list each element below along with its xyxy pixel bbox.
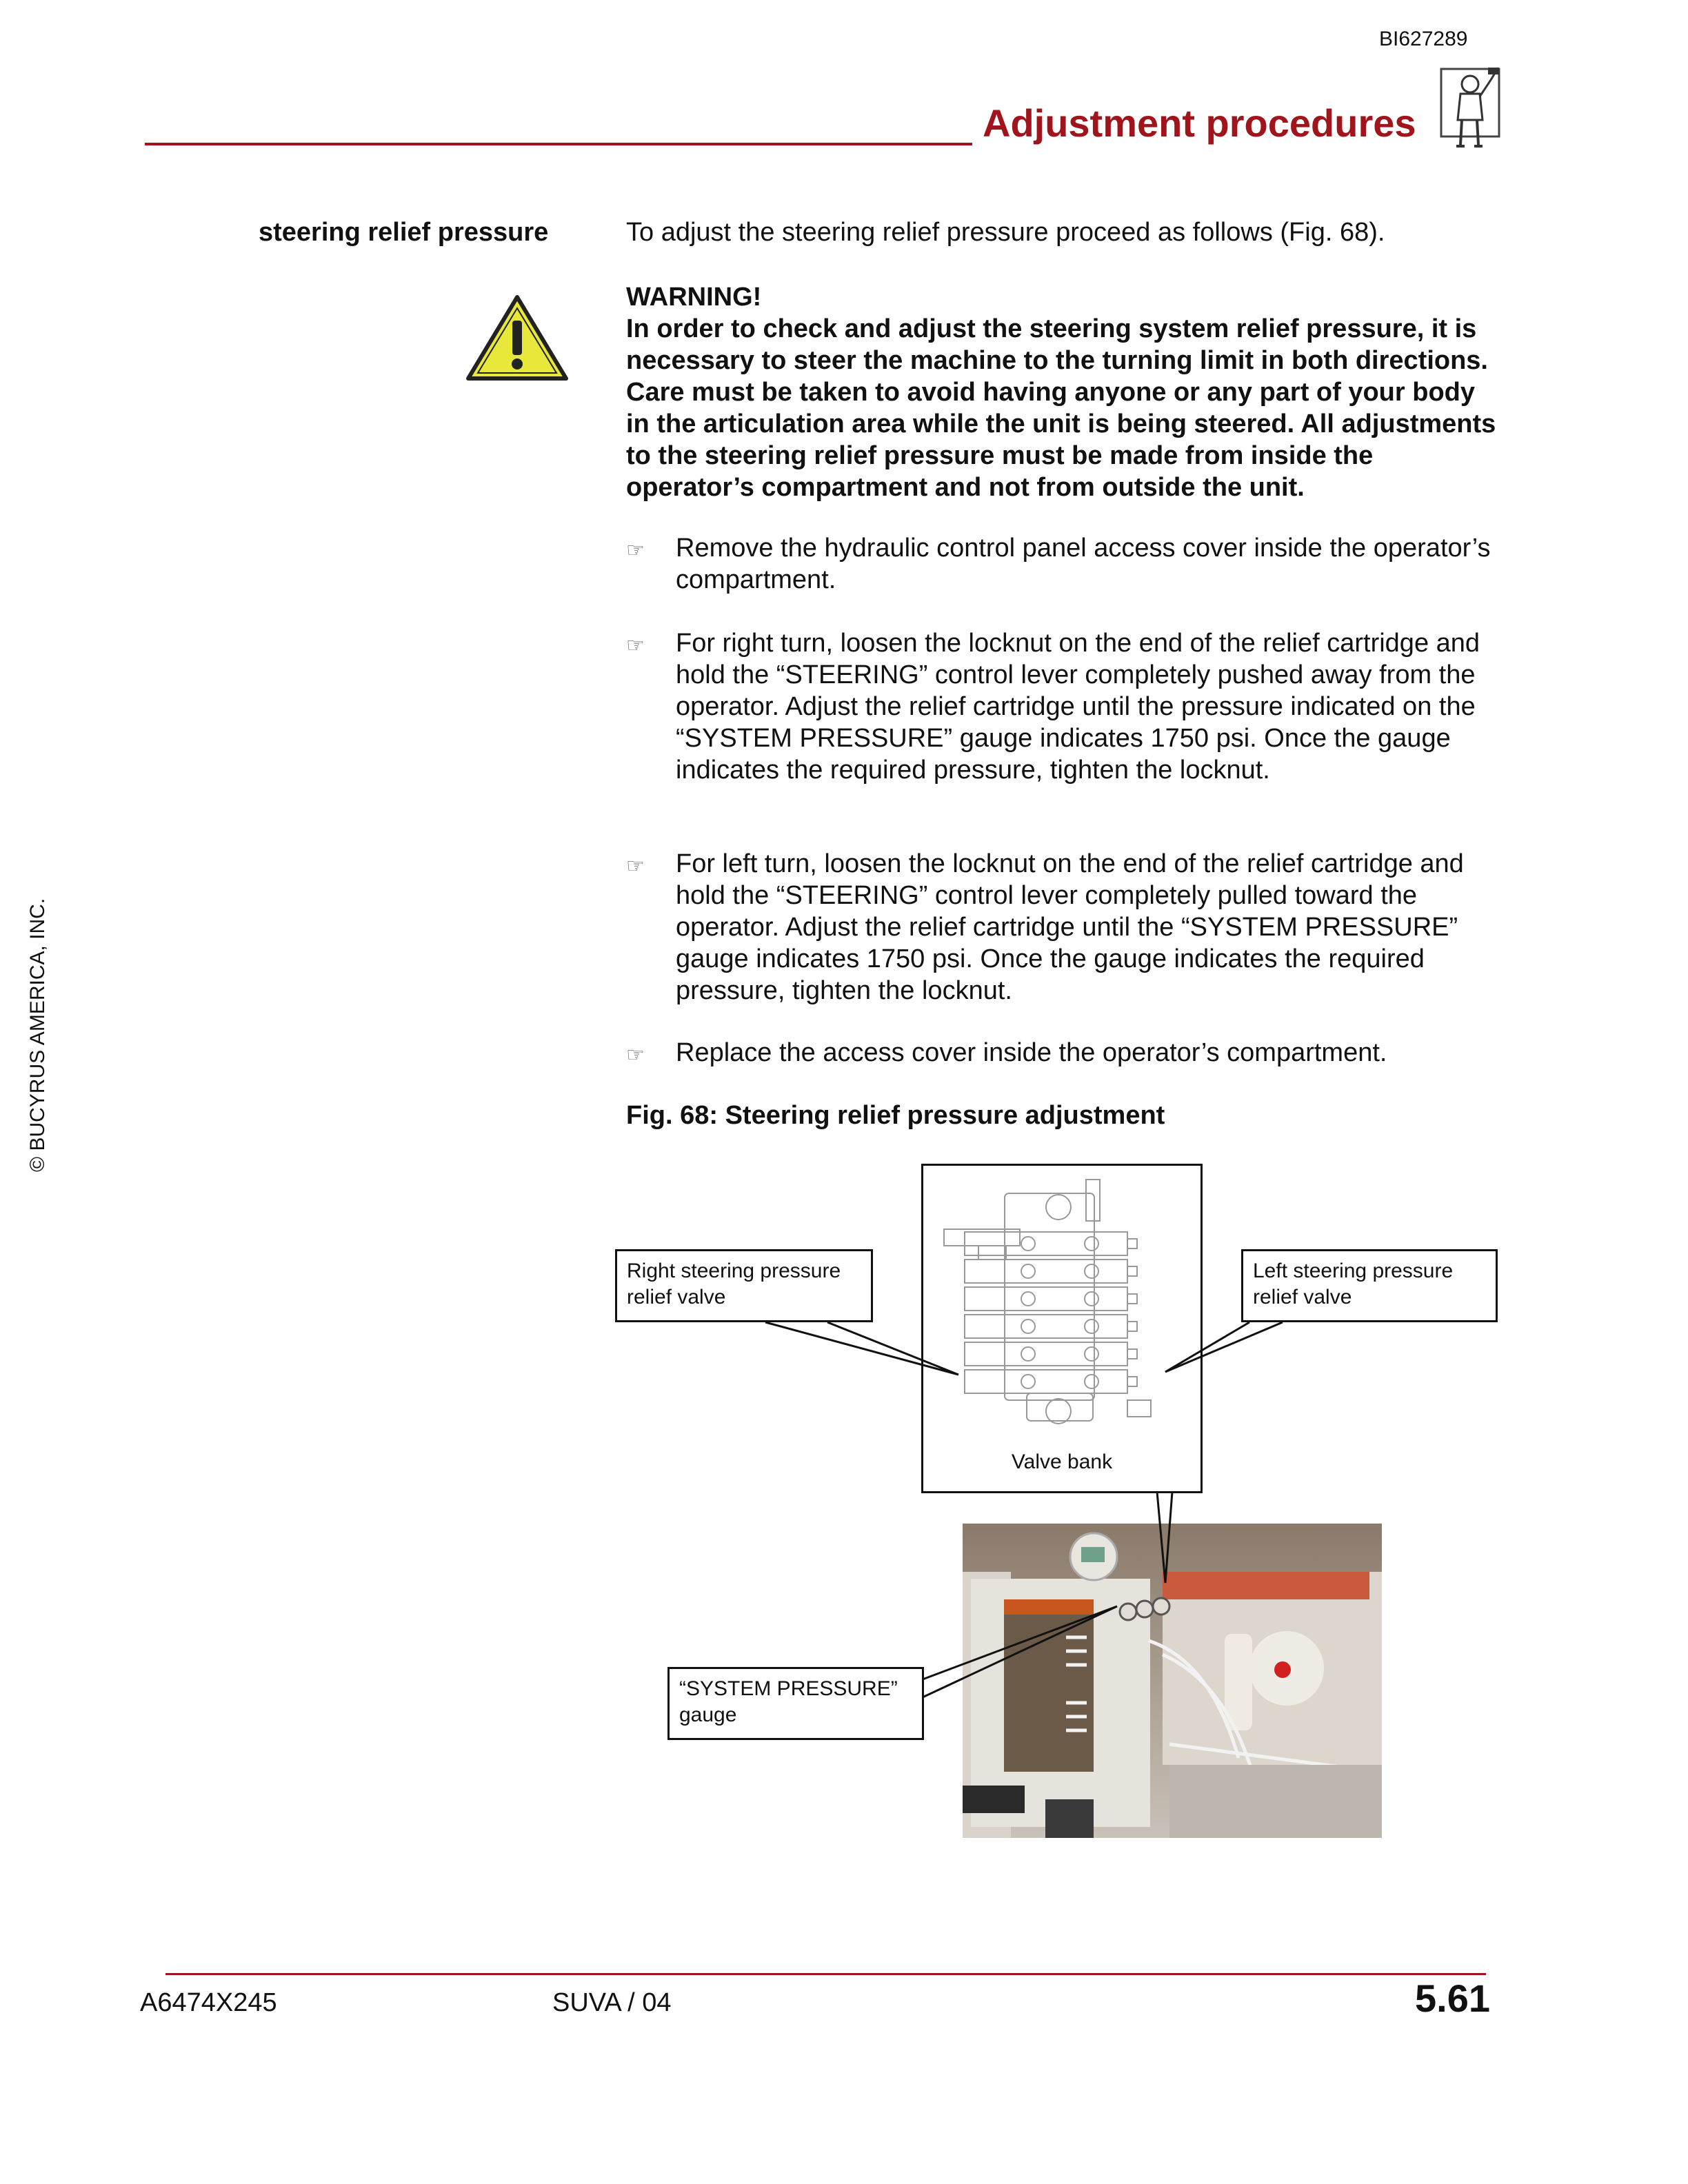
- callout-system-pressure-gauge: “SYSTEM PRESSURE” gauge: [667, 1667, 924, 1740]
- footer-edition: SUVA / 04: [552, 1988, 672, 2017]
- valve-port: [1085, 1237, 1098, 1251]
- callout-right-valve: Right steering pressure relief valve: [615, 1249, 873, 1322]
- header-rule: [145, 143, 972, 145]
- valve-port: [1021, 1320, 1035, 1333]
- valve-port: [1085, 1320, 1098, 1333]
- valve-port: [1021, 1347, 1035, 1361]
- warning-triangle-icon: [465, 293, 569, 386]
- list-item: [626, 627, 1502, 786]
- pointing-hand-icon: ☞: [626, 539, 645, 562]
- valve-spool-end: [1127, 1349, 1137, 1359]
- hydraulic-panel-photo: [963, 1524, 1382, 1838]
- valve-spool-end: [1127, 1322, 1137, 1331]
- step-text: Remove the hydraulic control panel access cover inside the operator’s compartment.: [676, 534, 1491, 594]
- mechanic-icon: [1440, 63, 1502, 156]
- valve-section: [965, 1287, 1127, 1311]
- list-item: [626, 532, 1502, 596]
- valve-bank-figure: [921, 1164, 1203, 1493]
- footer-doc-number: A6474X245: [140, 1988, 277, 2017]
- valve-section: [965, 1232, 1127, 1255]
- pointing-hand-icon: ☞: [626, 634, 645, 657]
- section-label: steering relief pressure: [259, 218, 549, 247]
- pointing-hand-icon: ☞: [626, 855, 645, 878]
- valve-section: [965, 1342, 1127, 1366]
- valve-port: [1085, 1347, 1098, 1361]
- step-text: For right turn, loosen the locknut on the end of the relief cartridge and hold the “STEERING” control lever completely pushed away from the operator. Adjust the relief cartridge until the pressure indicated on the “SYSTEM PRESSURE” gauge indicates 1750 psi. Once the gauge indicates the required pressure, tighten the locknut.: [676, 629, 1480, 785]
- valve-spool-end: [1127, 1239, 1137, 1248]
- footer-rule: [165, 1973, 1486, 1975]
- valve-section: [965, 1370, 1127, 1393]
- valve-port: [1021, 1237, 1035, 1251]
- valve-port: [1021, 1292, 1035, 1306]
- valve-spool-end: [1127, 1266, 1137, 1276]
- side-copyright: © BUCYRUS AMERICA, INC.: [26, 898, 49, 1172]
- valve-port: [1085, 1264, 1098, 1278]
- step-text: Replace the access cover inside the operator’s compartment.: [676, 1038, 1387, 1067]
- warning-text: In order to check and adjust the steering system relief pressure, it is necessary to steer the machine to the turning limit in both directions. Care must be taken to avoid having anyone or any part of your body in the articulation area while the unit is being steered. All adjustments to the steering relief pressure must be made from inside the operator’s compartment and not from outside the unit.: [626, 314, 1496, 502]
- callout-left-valve: Left steering pressure relief valve: [1241, 1249, 1498, 1322]
- warning-heading: WARNING!: [626, 283, 762, 312]
- list-item: [626, 848, 1502, 1007]
- valve-bank-label: Valve bank: [1011, 1450, 1113, 1473]
- document-id: BI627289: [1379, 28, 1468, 50]
- warning-block: [626, 281, 1502, 503]
- intro-text: To adjust the steering relief pressure proceed as follows (Fig. 68).: [626, 218, 1385, 247]
- list-item: [626, 1037, 1502, 1069]
- valve-port: [1021, 1264, 1035, 1278]
- valve-port: [1085, 1375, 1098, 1388]
- page-number: 5.61: [1415, 1976, 1490, 2020]
- pointing-hand-icon: ☞: [626, 1044, 645, 1066]
- valve-bank-drawing: [923, 1166, 1200, 1491]
- figure-caption: Fig. 68: Steering relief pressure adjustment: [626, 1101, 1165, 1130]
- valve-spool-end: [1127, 1377, 1137, 1386]
- valve-spool-end: [1127, 1294, 1137, 1304]
- valve-section: [965, 1260, 1127, 1283]
- page-title: Adjustment procedures: [983, 101, 1416, 145]
- valve-port: [1021, 1375, 1035, 1388]
- step-text: For left turn, loosen the locknut on the end of the relief cartridge and hold the “STEERING” control lever completely pulled toward the operator. Adjust the relief cartridge until the “SYSTEM PRESSURE” gauge indicates 1750 psi. Once the gauge indicates the required pressure, tighten the locknut.: [676, 849, 1464, 1005]
- valve-section: [965, 1315, 1127, 1338]
- valve-port: [1085, 1292, 1098, 1306]
